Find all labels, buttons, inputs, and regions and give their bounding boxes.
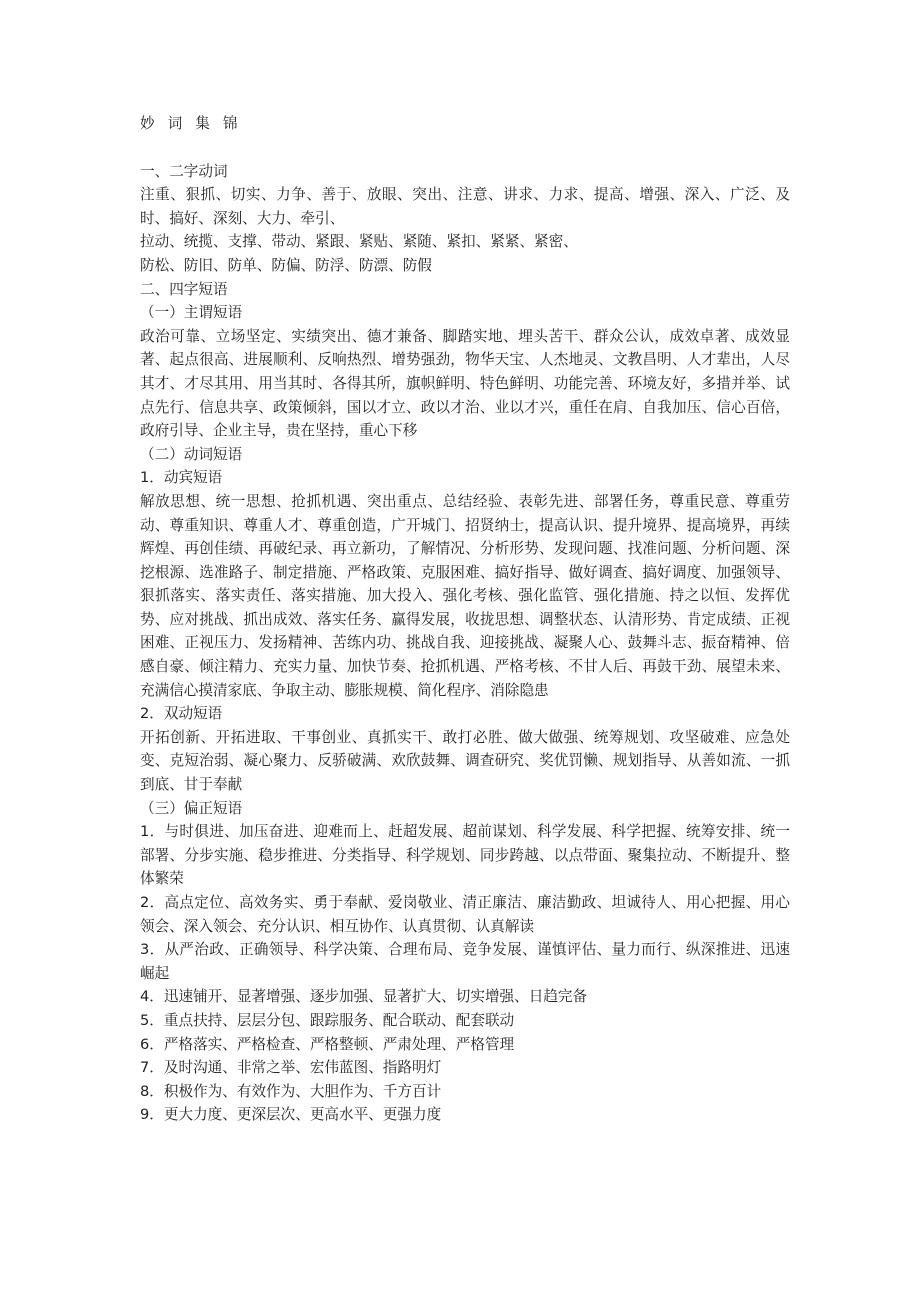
paragraph: 政治可靠、立场坚定、实绩突出、德才兼备、脚踏实地、埋头苦干、群众公认，成效卓著、成效显著、起点很高、进展顺利、反响热烈、增势强劲，物华天宝、人杰地灵、文教昌明、人才辈出，人尽其才、才尽其用、用当其时、各得其所，旗帜鲜明、特色鲜明、功能完善、环境友好，多措并举、试点先行、信息共享、政策倾斜，国以才立、政以才治、业以才兴，重任在肩、自我加压、信心百倍，政府引导、企业主导，贵在坚持，重心下移 <box>140 327 790 440</box>
section-heading-2: 二、四字短语 <box>140 280 228 298</box>
title-char: 集 <box>195 115 210 132</box>
paragraph: 解放思想、统一思想、抢抓机遇、突出重点、总结经验、表彰先进、部署任务，尊重民意、尊重劳动、尊重知识、尊重人才、尊重创造，广开城门、招贤纳士，提高认识、提升境界、提高境界，再续辉煌、再创佳绩、再破纪录、再立新功，了解情况、分析形势、发现问题、找准问题、分析问题、深挖根源、选准路子、制定措施、严格政策、克服困难、搞好指导、做好调查、搞好调度、加强领导、狠抓落实、落实责任、落实措施、加大投入、强化考核、强化监管、强化措施、持之以恒、发挥优势、应对挑战、抓出成效、落实任务、赢得发展，收拢思想、调整状态、认清形势、肯定成绩、正视困难、正视压力、发扬精神、苦练内功、挑战自我、迎接挑战、凝聚人心、鼓舞斗志、振奋精神、倍感自豪、倾注精力、充实力量、加快节奏、抢抓机遇、严格考核、不甘人后、再鼓干劲、展望未来、充满信心摸清家底、争取主动、膨胀规模、简化程序、消除隐患 <box>140 492 790 699</box>
paragraph: 注重、狠抓、切实、力争、善于、放眼、突出、注意、讲求、力求、提高、增强、深入、广泛、及时、搞好、深刻、大力、牵引、 <box>140 186 790 227</box>
list-item: 3．从严治政、正确领导、科学决策、合理布局、竞争发展、谨慎评估、量力而行、纵深推进、迅速崛起 <box>140 941 790 982</box>
list-item: 1．与时俱进、加压奋进、迎难而上、赶超发展、超前谋划、科学发展、科学把握、统筹安排、统一部署、分步实施、稳步推进、分类指导、科学规划、同步跨越、以点带面、聚集拉动、不断提升、整体繁荣 <box>140 823 790 888</box>
subsection-heading: （三）偏正短语 <box>140 799 243 817</box>
paragraph: 开拓创新、开拓进取、干事创业、真抓实干、敢打必胜、做大做强、统筹规划、攻坚破难、应急处变、克短治弱、凝心聚力、反骄破满、欢欣鼓舞、调查研究、奖优罚懒、规划指导、从善如流、一抓到底、甘于奉献 <box>140 728 790 794</box>
document-title <box>140 112 790 136</box>
sub-subsection-heading: 1．动宾短语 <box>140 469 223 487</box>
list-item: 6．严格落实、严格检查、严格整顿、严肃处理、严格管理 <box>140 1035 515 1053</box>
list-item: 5．重点扶持、层层分包、跟踪服务、配合联动、配套联动 <box>140 1011 515 1029</box>
section-heading-1: 一、二字动词 <box>140 162 228 180</box>
title-char: 词 <box>167 115 183 132</box>
sub-subsection-heading: 2．双动短语 <box>140 705 223 723</box>
list-item: 4．迅速铺开、显著增强、逐步加强、显著扩大、切实增强、日趋完备 <box>140 988 588 1006</box>
paragraph: 拉动、统揽、支撑、带动、紧跟、紧贴、紧随、紧扣、紧紧、紧密、 <box>140 233 578 251</box>
list-item: 7．及时沟通、非常之举、宏伟蓝图、指路明灯 <box>140 1059 442 1077</box>
title-char: 锦 <box>222 115 238 132</box>
list-item: 9．更大力度、更深层次、更高水平、更强力度 <box>140 1106 442 1124</box>
list-item: 8．积极作为、有效作为、大胆作为、千方百计 <box>140 1082 442 1100</box>
subsection-heading: （一）主谓短语 <box>140 304 243 322</box>
list-item: 2．高点定位、高效务实、勇于奉献、爱岗敬业、清正廉洁、廉洁勤政、坦诚待人、用心把握、用心领会、深入领会、充分认识、相互协作、认真贯彻、认真解读 <box>140 894 790 935</box>
subsection-heading: （二）动词短语 <box>140 445 243 463</box>
document-page <box>140 112 790 1127</box>
title-char: 妙 <box>140 115 155 132</box>
paragraph: 防松、防旧、防单、防偏、防浮、防漂、防假 <box>140 256 432 274</box>
